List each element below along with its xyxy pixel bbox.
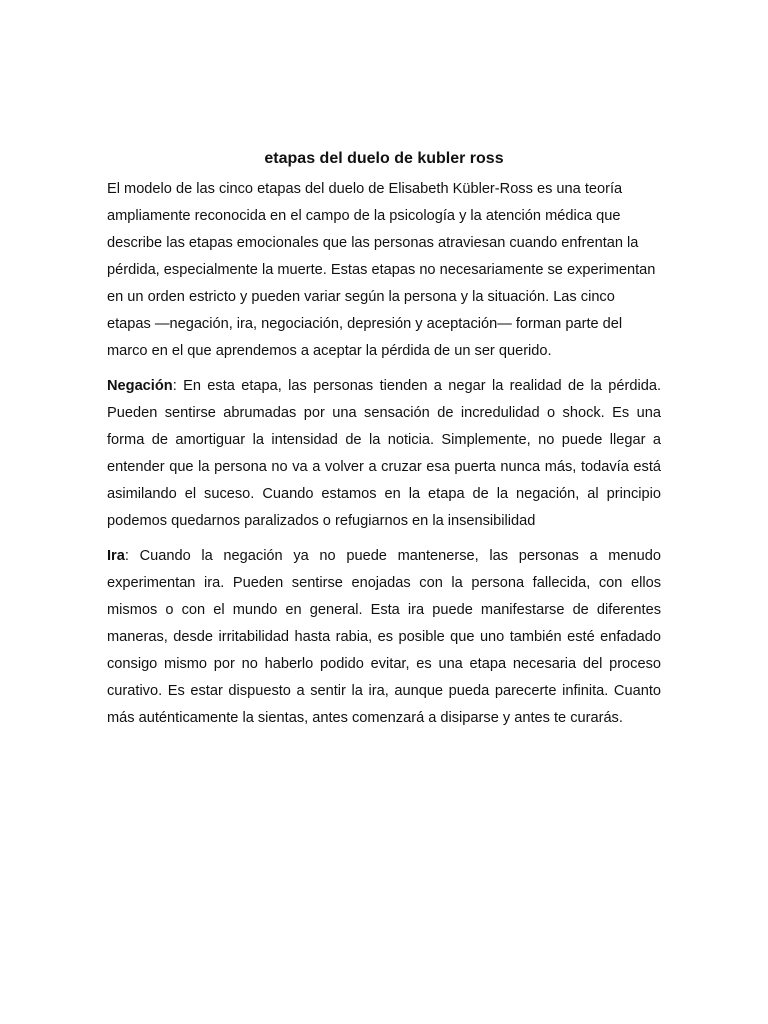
section-ira [107, 543, 661, 732]
paragraph-spacer [107, 365, 661, 373]
section-text: : En esta etapa, las personas tienden a negar la realidad de la pérdida. Pueden sentirse abrumadas por una sensación de incredulidad o shock. Es una forma de amortiguar la intensidad de la noticia. Simplemente, no puede llegar a entender que la persona no va a volver a cruzar esa puerta nunca más, todavía está asimilando el suceso. Cuando estamos en la etapa de la negación, al principio podemos quedarnos paralizados o refugiarnos en la insensibilidad [107, 378, 661, 529]
section-text: : Cuando la negación ya no puede mantenerse, las personas a menudo experimentan ira. Pueden sentirse enojadas con la persona fallecida, con ellos mismos o con el mundo en general. Esta ira puede manifestarse de diferentes maneras, desde irritabilidad hasta rabia, es posible que uno también esté enfadado consigo mismo por no haberlo podido evitar, es una etapa necesaria del proceso curativo. Es estar dispuesto a sentir la ira, aunque pueda parecerte infinita. Cuanto más auténticamente la sientas, antes comenzará a disiparse y antes te curarás. [107, 548, 661, 726]
section-term: Ira [107, 548, 125, 564]
intro-paragraph: El modelo de las cinco etapas del duelo de Elisabeth Kübler-Ross es una teoría ampliamente reconocida en el campo de la psicología y la atención médica que describe las etapas emocionales que las personas atraviesan cuando enfrentan la pérdida, especialmente la muerte. Estas etapas no necesariamente se experimentan en un orden estricto y pueden variar según la persona y la situación. Las cinco etapas —negación, ira, negociación, depresión y aceptación— forman parte del marco en el que aprendemos a aceptar la pérdida de un ser querido. [107, 181, 656, 359]
document-title: etapas del duelo de kubler ross [264, 150, 504, 167]
section-term: Negación [107, 378, 173, 394]
section-negacion [107, 373, 661, 535]
paragraph-spacer [107, 535, 661, 543]
document-page [107, 148, 661, 732]
